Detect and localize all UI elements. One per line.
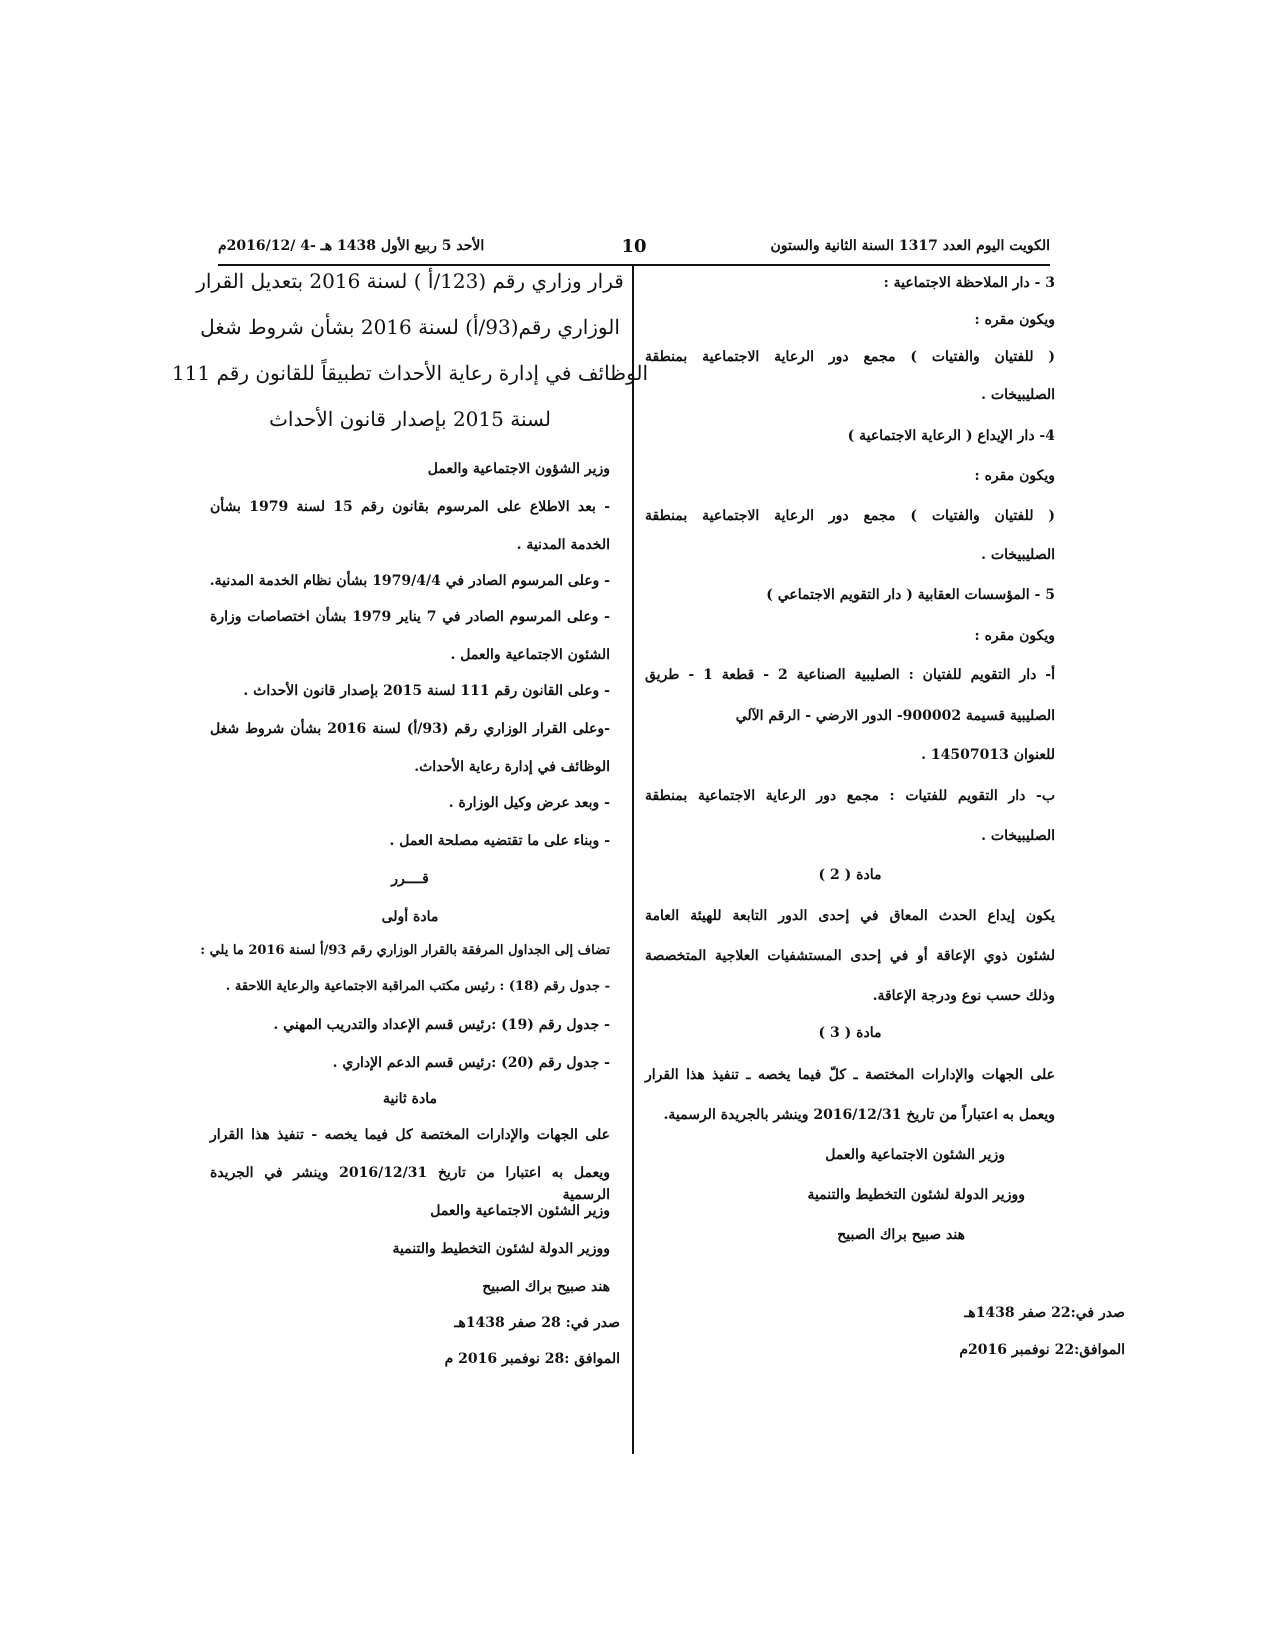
issuer: وزير الشؤون الاجتماعية والعمل [427,461,610,477]
item-5-b-line-2: الصليبيخات . [981,828,1055,844]
item-5-heading: 5 - المؤسسات العقابية ( دار التقويم الاجتماعي ) [766,587,1055,603]
issued-date-left: صدر في: 28 صفر 1438هـ [454,1315,620,1331]
item-3-seat-line-2: الصليبيخات . [981,387,1055,403]
decision-title-line-1: قرار وزاري رقم (123/أ ) لسنة 2016 بتعديل القرار [196,269,624,293]
corresponding-date-left: الموافق :28 نوفمبر 2016 م [444,1351,620,1367]
article-1-heading: مادة أولى [381,909,439,925]
table-19-item: - جدول رقم (19) :رئيس قسم الإعداد والتدريب المهني . [273,1017,610,1033]
signature-name-left: هند صبيح براك الصبيح [482,1279,610,1295]
article-2-line-3: وذلك حسب نوع ودرجة الإعاقة. [872,988,1055,1004]
item-3-seat-line-1: ( للفتيان والفتيات ) مجمع دور الرعاية الاجتماعية بمنطقة [645,349,1055,365]
article-2-left-line-2: ويعمل به اعتبارا من تاريخ 2016/12/31 وينشر في الجريدة الرسمية [210,1165,610,1203]
preamble-4: - وعلى القانون رقم 111 لسنة 2015 بإصدار قانون الأحداث . [243,683,610,699]
preamble-7: - وبناء على ما تقتضيه مصلحة العمل . [389,833,610,849]
article-1-intro: تضاف إلى الجداول المرفقة بالقرار الوزاري رقم 93/أ لسنة 2016 ما يلي : [200,943,610,958]
article-3-heading: مادة ( 3 ) [818,1025,882,1041]
decision-title-line-4: لسنة 2015 بإصدار قانون الأحداث [269,407,551,431]
preamble-1-line-1: - بعد الاطلاع على المرسوم بقانون رقم 15 لسنة 1979 بشأن [210,499,611,515]
item-5-a-line-2: الصليبية قسيمة 900002- الدور الارضي - الرقم الآلي [735,708,1055,724]
item-5-a-line-3: للعنوان 14507013 . [921,747,1055,763]
column-divider [632,266,634,1454]
decision-title-line-3: الوظائف في إدارة رعاية الأحداث تطبيقاً للقانون رقم 111 [171,361,649,385]
signature-state-minister: ووزير الدولة لشئون التخطيط والتنمية [807,1187,1025,1203]
signature-name: هند صبيح براك الصبيح [837,1227,965,1243]
signature-minister-left: وزير الشئون الاجتماعية والعمل [430,1203,610,1219]
article-3-line-2: ويعمل به اعتباراً من تاريخ 2016/12/31 وينشر بالجريدة الرسمية. [663,1107,1055,1123]
item-3-seat-label: ويكون مقره : [974,312,1055,328]
issued-date: صدر في:22 صفر 1438هـ [964,1305,1125,1321]
item-5-seat-label: ويكون مقره : [974,628,1055,644]
preamble-1-line-2: الخدمة المدنية . [516,537,610,553]
page-number: 10 [621,236,647,257]
preamble-3-line-2: الشئون الاجتماعية والعمل . [450,647,610,663]
article-2-left-line-1: على الجهات والإدارات المختصة كل فيما يخصه - تنفيذ هذا القرار [210,1127,610,1143]
article-2-heading: مادة ( 2 ) [818,867,882,883]
table-20-item: - جدول رقم (20) :رئيس قسم الدعم الإداري . [332,1055,610,1071]
item-5-b-line-1: ب- دار التقويم للفتيات : مجمع دور الرعاية الاجتماعية بمنطقة [645,788,1055,804]
decided-heading: قــــرر [391,871,429,887]
item-5-a-line-1: أ- دار التقويم للفتيان : الصليبية الصناعية 2 - قطعة 1 - طريق [645,667,1055,683]
header-date: الأحد 5 ربيع الأول 1438 هـ -4 /2016/12م [218,238,485,254]
preamble-5-line-1: -وعلى القرار الوزاري رقم (93/أ) لسنة 2016 بشأن شروط شغل [210,721,610,737]
signature-state-minister-left: ووزير الدولة لشئون التخطيط والتنمية [392,1241,610,1257]
item-4-seat-line-1: ( للفتيان والفتيات ) مجمع دور الرعاية الاجتماعية بمنطقة [645,508,1055,524]
header-issue-info: الكويت اليوم العدد 1317 السنة الثانية والستون [770,238,1050,254]
article-3-line-1: على الجهات والإدارات المختصة ـ كلّ فيما يخصه ـ تنفيذ هذا القرار [645,1067,1055,1083]
item-3-heading: 3 - دار الملاحظة الاجتماعية : [883,275,1055,291]
preamble-5-line-2: الوظائف في إدارة رعاية الأحداث. [414,759,610,775]
decision-title-line-2: الوزاري رقم(93/أ) لسنة 2016 بشأن شروط شغل [200,315,620,339]
article-2-line-1: يكون إيداع الحدث المعاق في إحدى الدور التابعة للهيئة العامة [645,908,1055,924]
signature-minister: وزير الشئون الاجتماعية والعمل [825,1147,1005,1163]
preamble-2: - وعلى المرسوم الصادر في 1979/4/4 بشأن نظام الخدمة المدنية. [209,573,610,589]
item-4-seat-line-2: الصليبيخات . [981,547,1055,563]
table-18-item: - جدول رقم (18) : رئيس مكتب المراقبة الاجتماعية والرعاية اللاحقة . [225,979,610,994]
item-4-seat-label: ويكون مقره : [974,468,1055,484]
page-header [218,236,1050,266]
corresponding-date: الموافق:22 نوفمبر 2016م [959,1342,1125,1358]
preamble-6: - وبعد عرض وكيل الوزارة . [448,795,610,811]
article-2-line-2: لشئون ذوي الإعاقة أو في إحدى المستشفيات العلاجية المتخصصة [645,948,1055,964]
item-4-heading: 4- دار الإيداع ( الرعاية الاجتماعية ) [847,428,1055,444]
article-2-heading-left: مادة ثانية [383,1091,437,1107]
preamble-3-line-1: - وعلى المرسوم الصادر في 7 يناير 1979 بشأن اختصاصات وزارة [210,609,610,625]
